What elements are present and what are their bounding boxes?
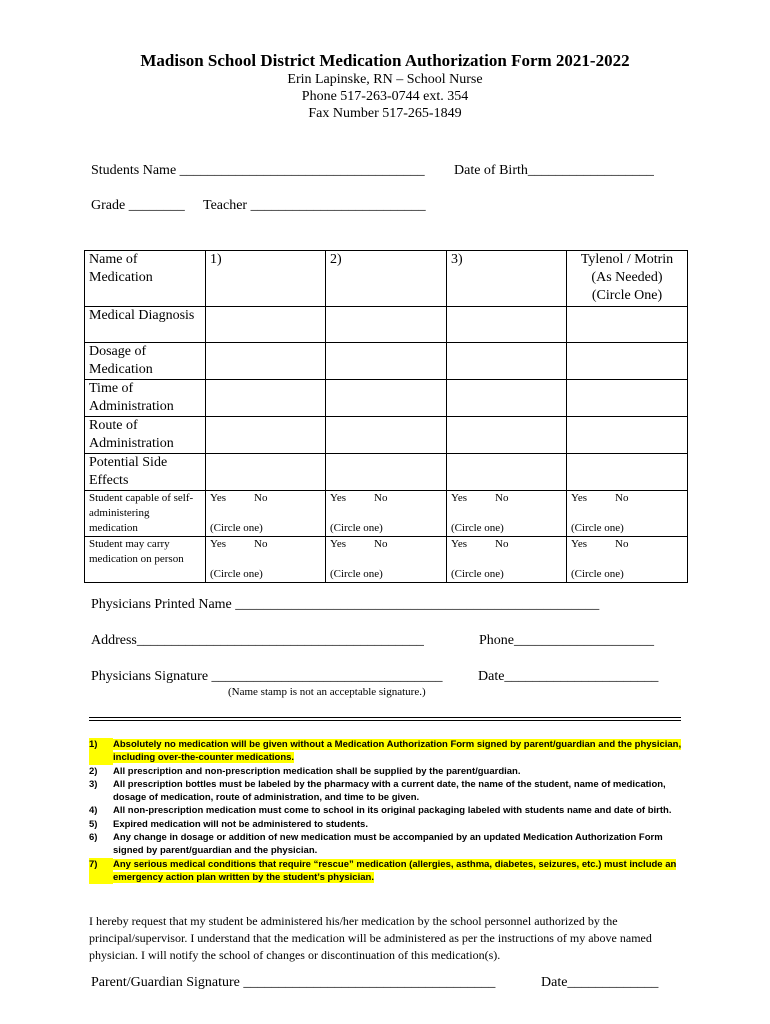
physician-name-field[interactable]: Physicians Printed Name ____________________________________________________: [91, 597, 600, 612]
table-row: [85, 537, 688, 583]
rule-item: [89, 831, 685, 858]
table-row: [85, 417, 688, 454]
circle-note: (Circle one): [571, 568, 624, 580]
cell-input[interactable]: [206, 454, 326, 491]
rule-item: [89, 738, 685, 765]
row-label-diagnosis: Medical Diagnosis: [85, 307, 206, 343]
rule-item: [89, 858, 685, 885]
cell-input[interactable]: [326, 343, 447, 380]
cell-input[interactable]: [567, 454, 688, 491]
table-row: [85, 343, 688, 380]
row-label-name: Name of Medication: [85, 251, 206, 307]
parent-date-field[interactable]: Date_____________: [541, 975, 659, 990]
physician-address-field[interactable]: Address_________________________________________: [91, 633, 424, 648]
cell-input[interactable]: [326, 454, 447, 491]
yes-option[interactable]: Yes: [571, 538, 588, 550]
circle-note: (Circle one): [330, 522, 383, 534]
medication-table: [84, 250, 688, 583]
row-label-time: Time of Administration: [85, 380, 206, 417]
no-option[interactable]: No: [254, 538, 268, 550]
yes-no-cell[interactable]: [567, 537, 688, 583]
circle-note: (Circle one): [330, 568, 383, 580]
nurse-line: Erin Lapinske, RN – School Nurse: [287, 72, 483, 87]
no-option[interactable]: No: [374, 538, 388, 550]
rule-item: [89, 778, 685, 805]
circle-note: (Circle one): [451, 568, 504, 580]
teacher-field[interactable]: Teacher _________________________: [203, 198, 426, 213]
no-option[interactable]: No: [374, 492, 388, 504]
row-label-dosage: Dosage of Medication: [85, 343, 206, 380]
cell-input[interactable]: [447, 307, 567, 343]
physician-phone-field[interactable]: Phone____________________: [479, 633, 654, 648]
yes-option[interactable]: Yes: [210, 538, 227, 550]
physician-date-field[interactable]: Date______________________: [478, 669, 659, 684]
yes-option[interactable]: Yes: [571, 492, 588, 504]
row-label-side-effects: Potential Side Effects: [85, 454, 206, 491]
cell-input[interactable]: [567, 343, 688, 380]
rule-text: All prescription bottles must be labeled by the pharmacy with a current date, the name of the student, name of medication, dosage of medication, route of administration, and time to be given.: [113, 778, 666, 804]
rule-text: All non-prescription medication must come to school in its original packaging labeled with students name and date of birth.: [113, 805, 672, 817]
row-label-route: Route of Administration: [85, 417, 206, 454]
physician-signature-field[interactable]: Physicians Signature _________________________________: [91, 669, 443, 684]
stamp-note: (Name stamp is not an acceptable signature.): [228, 686, 426, 698]
consent-paragraph: I hereby request that my student be administered his/her medication by the school personnel authorized by the principal/supervisor. I understand that the medication will be administered as per the instructions of my above named physician. I will notify the school of changes or discontinuation of this medication(s).: [89, 914, 652, 962]
divider: [89, 717, 681, 718]
yes-no-cell[interactable]: [567, 491, 688, 537]
yes-no-cell[interactable]: [206, 537, 326, 583]
cell-input[interactable]: [326, 380, 447, 417]
col-header-tylenol: Tylenol / Motrin (As Needed) (Circle One): [567, 251, 688, 307]
no-option[interactable]: No: [254, 492, 268, 504]
yes-no-cell[interactable]: [447, 537, 567, 583]
rule-number: 1): [89, 738, 113, 765]
col-header-2: 2): [326, 251, 447, 307]
cell-input[interactable]: [206, 417, 326, 454]
divider: [89, 720, 681, 721]
yes-option[interactable]: Yes: [330, 538, 347, 550]
cell-input[interactable]: [567, 417, 688, 454]
col-header-1: 1): [206, 251, 326, 307]
yes-option[interactable]: Yes: [210, 492, 227, 504]
rule-number: 7): [89, 858, 113, 885]
rule-item: [89, 804, 685, 817]
cell-input[interactable]: [447, 454, 567, 491]
cell-input[interactable]: [447, 380, 567, 417]
phone-line: Phone 517-263-0744 ext. 354: [301, 89, 469, 104]
cell-input[interactable]: [206, 343, 326, 380]
cell-input[interactable]: [326, 307, 447, 343]
form-title: Madison School District Medication Authorization Form 2021-2022: [140, 51, 630, 70]
table-row: [85, 307, 688, 343]
circle-note: (Circle one): [210, 568, 263, 580]
rule-text: All prescription and non-prescription medication shall be supplied by the parent/guardian.: [113, 765, 521, 777]
table-row: [85, 251, 688, 307]
cell-input[interactable]: [447, 343, 567, 380]
rule-number: 4): [89, 805, 98, 817]
rule-text: Expired medication will not be administered to students.: [113, 818, 368, 830]
col-header-3: 3): [447, 251, 567, 307]
circle-note: (Circle one): [571, 522, 624, 534]
rule-text: Absolutely no medication will be given without a Medication Authorization Form signed by parent/guardian and the physician, including over-the-counter medications.: [113, 739, 682, 764]
table-row: [85, 491, 688, 537]
yes-option[interactable]: Yes: [451, 538, 468, 550]
circle-note: (Circle one): [210, 522, 263, 534]
dob-field[interactable]: Date of Birth__________________: [454, 163, 654, 178]
student-name-field[interactable]: Students Name ___________________________________: [91, 163, 425, 178]
yes-option[interactable]: Yes: [330, 492, 347, 504]
no-option[interactable]: No: [495, 492, 509, 504]
cell-input[interactable]: [326, 417, 447, 454]
rule-number: 3): [89, 778, 98, 790]
row-label-carry: Student may carry medication on person: [85, 537, 206, 583]
cell-input[interactable]: [447, 417, 567, 454]
rule-text: Any serious medical conditions that require “rescue” medication (allergies, asthma, diabetes, seizures, etc.) must include an emergency action plan written by the student’s physician.: [113, 858, 677, 883]
table-row: [85, 454, 688, 491]
table-row: [85, 380, 688, 417]
rule-number: 2): [89, 765, 98, 777]
yes-no-cell[interactable]: [206, 491, 326, 537]
grade-field[interactable]: Grade ________: [91, 198, 185, 213]
no-option[interactable]: No: [615, 492, 629, 504]
cell-input[interactable]: [567, 307, 688, 343]
rule-text: Any change in dosage or addition of new medication must be accompanied by an updated Medication Authorization Form signed by parent/guardian and the physician.: [113, 832, 663, 857]
row-label-capable: Student capable of self-administering medication: [85, 491, 206, 537]
rule-item: [89, 765, 685, 778]
rule-number: 6): [89, 832, 98, 844]
rule-item: [89, 818, 685, 831]
yes-option[interactable]: Yes: [451, 492, 468, 504]
yes-no-cell[interactable]: [326, 537, 447, 583]
yes-no-cell[interactable]: [447, 491, 567, 537]
cell-input[interactable]: [206, 307, 326, 343]
parent-signature-field[interactable]: Parent/Guardian Signature ____________________________________: [91, 975, 496, 990]
rules-list: [89, 738, 685, 884]
circle-note: (Circle one): [451, 522, 504, 534]
cell-input[interactable]: [567, 380, 688, 417]
fax-line: Fax Number 517-265-1849: [308, 106, 462, 121]
yes-no-cell[interactable]: [326, 491, 447, 537]
no-option[interactable]: No: [615, 538, 629, 550]
no-option[interactable]: No: [495, 538, 509, 550]
cell-input[interactable]: [206, 380, 326, 417]
rule-number: 5): [89, 818, 98, 830]
